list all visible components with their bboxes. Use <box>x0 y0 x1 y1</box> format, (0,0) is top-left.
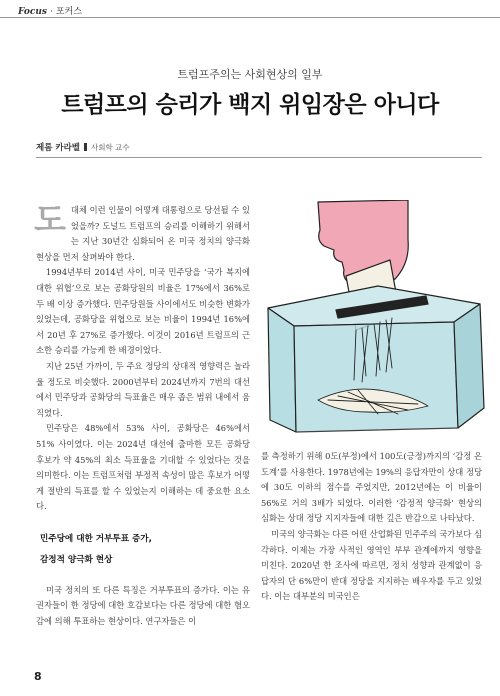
paragraph: 1994년부터 2014년 사이, 미국 민주당을 ‘국가 복지에 대한 위협’으로 보는 공화당원의 비율은 17%에서 36%로 두 배 이상 증가했다. 민주당원들 사이에서도 비슷한 변화가 있었는데, 공화당을 위협으로 보는 비율이 1994년 16%에서 20년 후 27%로 증가했다. 이것이 2016년 트럼프의 근소한 승리를 가능케 한 배경이었다. <box>36 267 250 356</box>
byline-bar <box>84 143 87 151</box>
header-rule <box>0 17 500 18</box>
subheading <box>40 529 250 571</box>
ballot-box-front-icon <box>268 308 296 432</box>
author-role: 사회학 교수 <box>91 143 130 152</box>
byline <box>36 141 130 153</box>
paragraph: 미국 정치의 또 다른 특징은 거부투표의 증가다. 이는 유권자들이 한 정당에 대한 호감보다는 다른 정당에 대한 혐오감에 의해 투표하는 현상이다. 연구자들은 이 <box>36 584 250 627</box>
paragraph: 미국의 양극화는 다른 어떤 산업화된 민주주의 국가보다 심각하다. 이제는 가장 사적인 영역인 부부 관계에까지 영향을 미친다. 2020년 한 조사에 따르면, 정치 성향과 관계없이 응답자의 단 6%만이 반대 정당을 지지하는 배우자를 두고 있었다. 이는 대부분의 미국인은 <box>261 528 482 602</box>
paragraph: 지난 25년 가까이, 두 주요 정당의 상대적 영향력은 놀라울 정도로 비슷했다. 2000년부터 2024년까지 7번의 대선에서 민주당과 공화당의 득표율은 매우 좁은 범위 내에서 움직였다. <box>36 360 250 418</box>
page-number: 8 <box>34 670 42 683</box>
paragraph <box>34 200 250 265</box>
article-title: 트럼프의 승리가 백지 위임장은 아니다 <box>61 92 439 118</box>
subheading-line: 민주당에 대한 거부투표 증가, <box>40 533 152 544</box>
article-column-left <box>34 200 250 630</box>
section-separator: · <box>50 7 53 17</box>
subheading-line: 감정적 양극화 현상 <box>40 554 113 565</box>
paragraph-text: 대체 이런 인물이 어떻게 대통령으로 당선될 수 있었을까? 도널드 트럼프의 승리를 이해하기 위해서는 지난 30년간 심화되어 온 미국 정치의 양극화 현상을 먼저 살펴봐야 한다. <box>36 205 250 262</box>
ballot-box-right-icon <box>454 304 484 428</box>
paragraph: 를 측정하기 위해 0도(부정)에서 100도(긍정)까지의 ‘감정 온도계’를 사용한다. 1978년에는 19%의 응답자만이 상대 정당에 30도 이하의 점수를 주었지만, 2012년에는 이 비율이 56%로 거의 3배가 되었다. 이러한 ‘감정적 양극화’ 현상의 심화는 상대 정당 지지자들에 대한 깊은 반감으로 나타났다. <box>261 451 482 524</box>
ballot-box-shredder-illustration <box>258 200 490 445</box>
section-label-ko: 포커스 <box>55 7 82 17</box>
article-kicker: 트럼프주의는 사회현상의 일부 <box>177 68 323 81</box>
paragraph: 민주당은 48%에서 53% 사이, 공화당은 46%에서 51% 사이였다. 이는 2024년 대선에 출마한 모든 공화당 후보가 약 45%의 최소 득표율을 기대할 수 있었다는 것을 의미한다. 이는 트럼프처럼 부정적 속성이 많은 후보가 어떻게 절반의 득표를 할 수 있었는지 이해하는 데 중요한 요소다. <box>36 423 250 512</box>
byline-rule <box>36 157 482 158</box>
section-label-en: Focus <box>18 7 47 17</box>
section-header <box>18 4 82 17</box>
drop-cap: 도 <box>34 200 66 239</box>
article-column-right <box>261 449 482 605</box>
author-name: 제롬 카라벨 <box>36 143 81 153</box>
